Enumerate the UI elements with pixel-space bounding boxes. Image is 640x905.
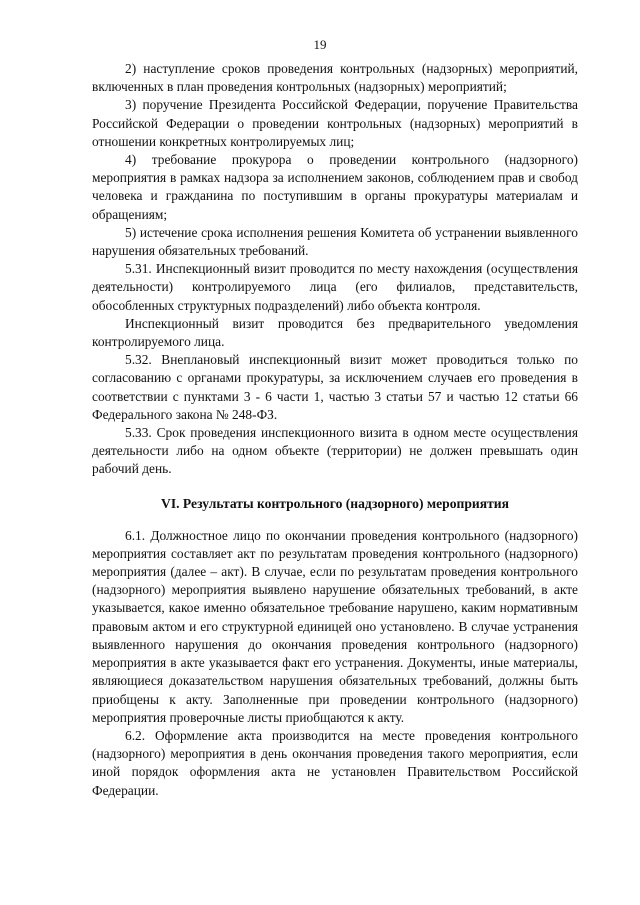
document-body [92,60,578,800]
list-item-4: 4) требование прокурора о проведении контрольного (надзорного) мероприятия в рамках надзора за исполнением законов, соблюдением прав и свобод человека и гражданина по поступившим в органы прокуратуры материалам и обращениям; [92,152,578,222]
list-item-5: 5) истечение срока исполнения решения Комитета об устранении выявленного нарушения обязательных требований. [92,224,578,259]
clause-6-2: 6.2. Оформление акта производится на месте проведения контрольного (надзорного) мероприятия в день окончания проведения такого мероприятия, если иной порядок оформления акта не установлен Правительством Российской Федерации. [92,727,578,798]
clause-5-31: 5.31. Инспекционный визит проводится по месту нахождения (осуществления деятельности) контролируемого лица (его филиалов, представительств, обособленных структурных подразделений) либо объекта контроля. [92,261,578,313]
clause-5-33: 5.33. Срок проведения инспекционного визита в одном месте осуществления деятельности либо на одном объекте (территории) не должен превышать один рабочий день. [92,425,578,477]
page-number: 19 [313,37,327,52]
clause-6-1: 6.1. Должностное лицо по окончании проведения контрольного (надзорного) мероприятия составляет акт по результатам проведения контрольного (надзорного) мероприятия (далее – акт). В случае, если по результатам проведения контрольного (надзорного) мероприятия выявлено нарушение обязательных требований, в акте указывается, какое именно обязательное требование нарушено, каким нормативным правовым актом и его структурной единицей оно установлено. В случае устранения выявленного нарушения до окончания проведения контрольного (надзорного) мероприятия в акте указывается факт его устранения. Документы, иные материалы, являющиеся доказательством нарушения обязательных требований, должны быть приобщены к акту. Заполненные при проведении контрольного (надзорного) мероприятия проверочные листы приобщаются к акту. [92,527,578,725]
list-item-2: 2) наступление сроков проведения контрольных (надзорных) мероприятий, включенных в план проведения контрольных (надзорных) мероприятий; [92,61,578,95]
list-item-3: 3) поручение Президента Российской Федерации, поручение Правительства Российской Федерации о проведении контрольных (надзорных) мероприятий в отношении конкретных контролируемых лиц; [92,97,578,149]
clause-5-31-notice: Инспекционный визит проводится без предварительного уведомления контролируемого лица. [92,315,578,350]
clause-5-32: 5.32. Внеплановый инспекционный визит может проводиться только по согласованию с органами прокуратуры, за исключением случаев его проведения в соответствии с пунктами 3 - 6 части 1, частью 3 статьи 57 и частью 12 статьи 66 Федерального закона № 248-ФЗ. [92,352,578,422]
section-heading: VI. Результаты контрольного (надзорного) мероприятия [161,495,509,511]
